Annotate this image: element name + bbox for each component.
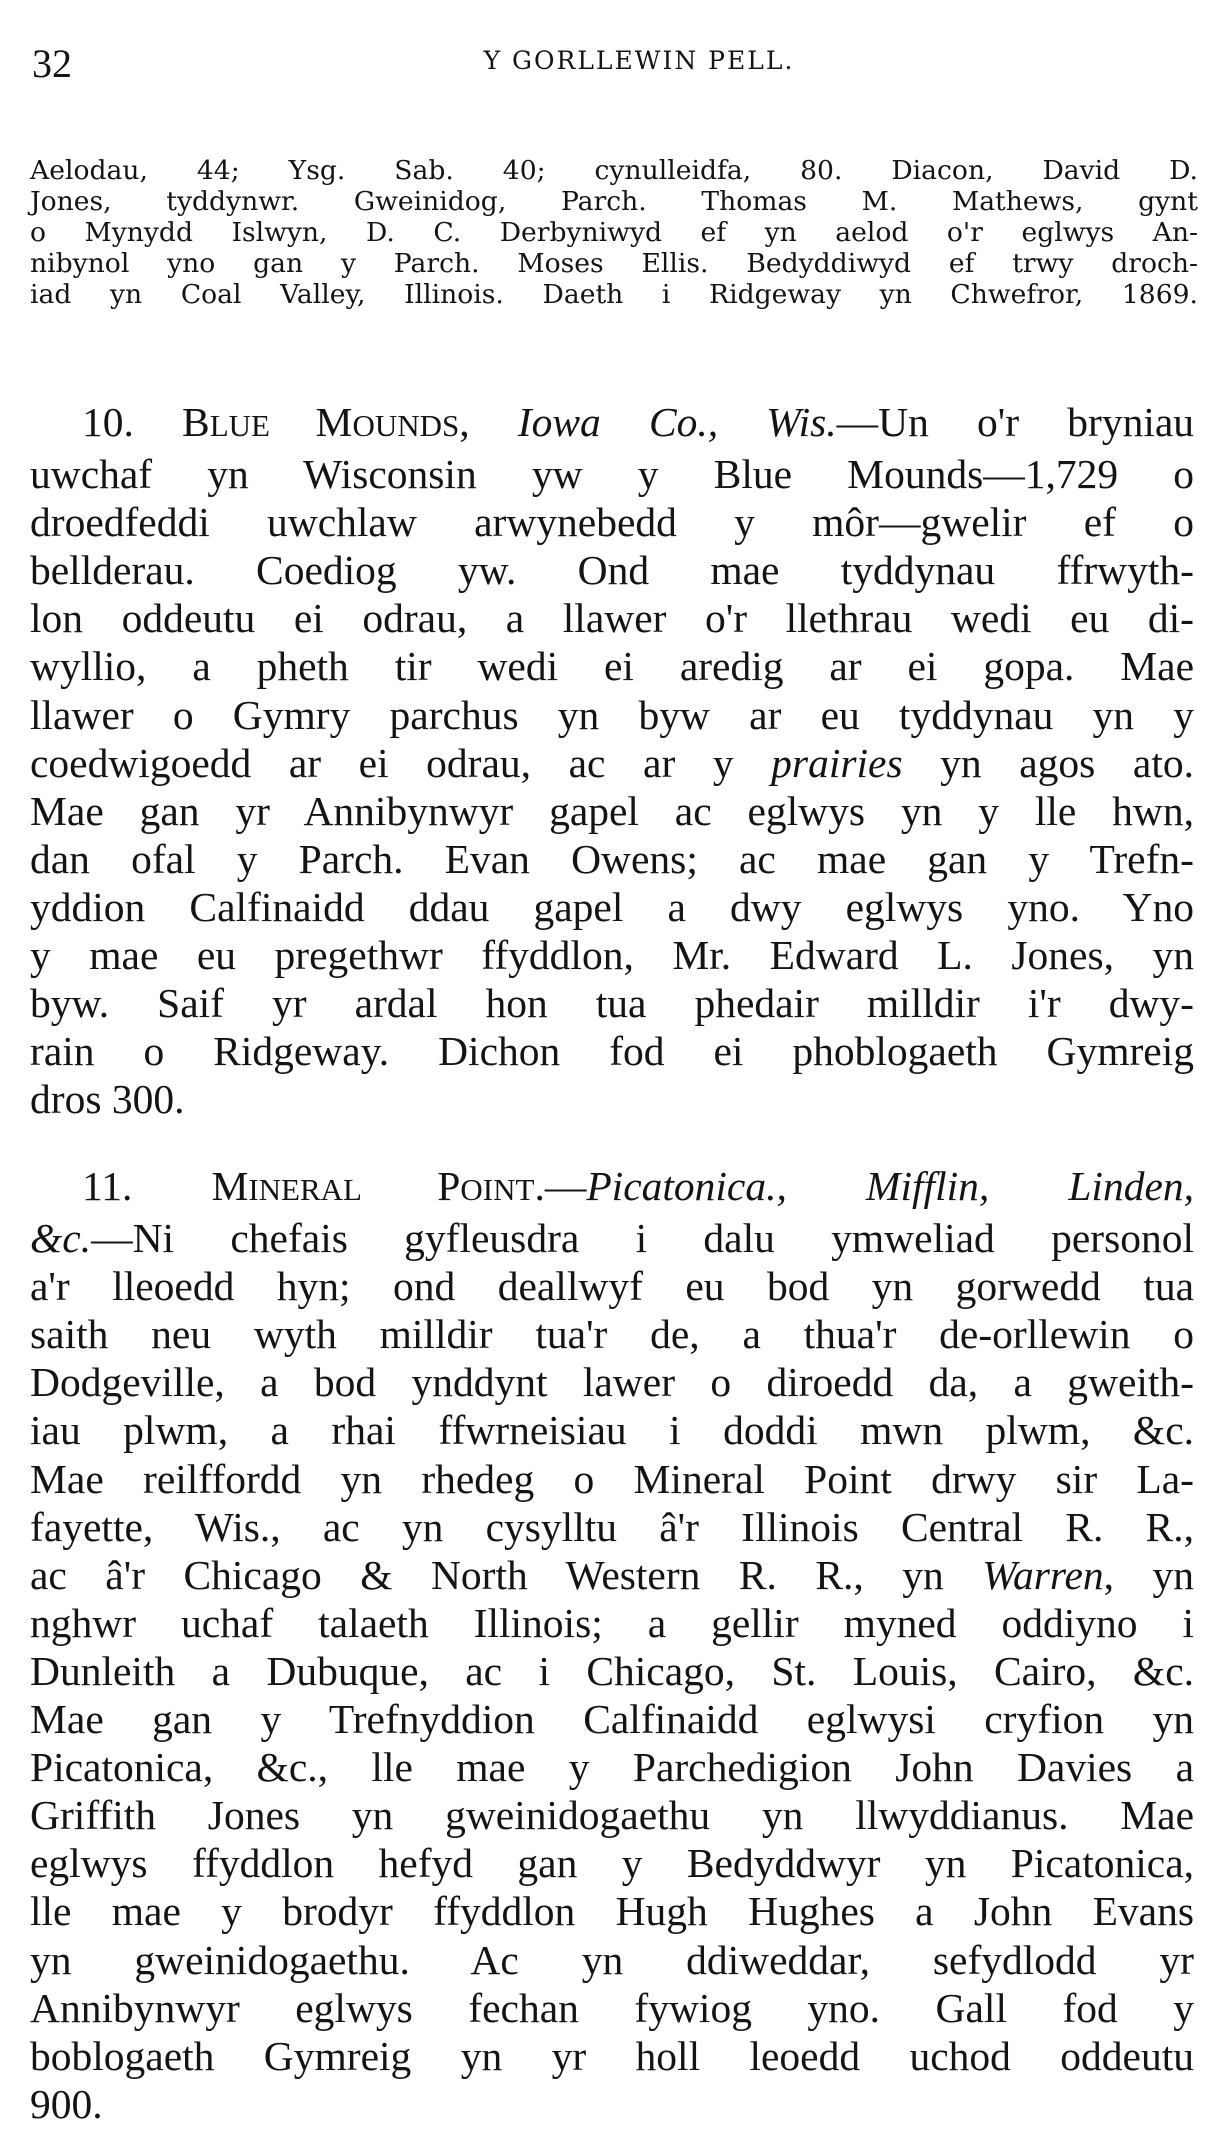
text-line: Dunleith a Dubuque, ac i Chicago, St. Louis, Cairo, &c. bbox=[30, 1647, 1194, 1694]
text-line: nibynol yno gan y Parch. Moses Ellis. Bedyddiwyd ef trwy droch- bbox=[30, 248, 1198, 279]
section-title: MINERAL POINT bbox=[211, 1163, 535, 1209]
section-blue-mounds bbox=[30, 398, 1194, 1123]
text-line: coedwigoedd ar ei odrau, ac ar y prairies yn agos ato. bbox=[30, 739, 1194, 786]
text-line: saith neu wyth milldir tua'r de, a thua'r de-orllewin o bbox=[30, 1311, 1194, 1358]
text-line: yn gweinidogaethu. Ac yn ddiweddar, sefydlodd yr bbox=[30, 1936, 1194, 1983]
section-place: Iowa Co., Wis. bbox=[517, 399, 837, 445]
intro-paragraph bbox=[30, 155, 1198, 310]
section-heading-line: 10. BLUE MOUNDS, Iowa Co., Wis.—Un o'r bryniau bbox=[82, 399, 1195, 445]
text-line: bellderau. Coediog yw. Ond mae tyddynau ffrwyth- bbox=[30, 547, 1194, 594]
text-line: dros 300. bbox=[30, 1076, 185, 1123]
text-line: o Mynydd Islwyn, D. C. Derbyniwyd ef yn aelod o'r eglwys An- bbox=[30, 217, 1198, 248]
text-line: wyllio, a pheth tir wedi ei aredig ar ei gopa. Mae bbox=[30, 643, 1194, 690]
text-line: eglwys ffyddlon hefyd gan y Bedyddwyr yn Picatonica, bbox=[30, 1840, 1194, 1887]
text-line: Dodgeville, a bod ynddynt lawer o diroedd da, a gweith- bbox=[30, 1359, 1194, 1406]
running-title: Y GORLLEWIN PELL. bbox=[483, 46, 795, 75]
text-line: Mae gan y Trefnyddion Calfinaidd eglwysi cryfion yn bbox=[30, 1696, 1194, 1743]
text-line: iau plwm, a rhai ffwrneisiau i doddi mwn plwm, &c. bbox=[30, 1407, 1194, 1454]
italic-term: prairies bbox=[771, 739, 903, 786]
text-line: iad yn Coal Valley, Illinois. Daeth i Ridgeway yn Chwefror, 1869. bbox=[30, 279, 1198, 310]
text-line: Picatonica, &c., lle mae y Parchedigion John Davies a bbox=[30, 1744, 1194, 1791]
section-number: 11. bbox=[82, 1163, 133, 1209]
text-line: uwchaf yn Wisconsin yw y Blue Mounds—1,729 o bbox=[30, 451, 1194, 498]
text-line: fayette, Wis., ac yn cysylltu â'r Illinois Central R. R., bbox=[30, 1503, 1194, 1550]
text-line: Mae reilffordd yn rhedeg o Mineral Point drwy sir La- bbox=[30, 1455, 1194, 1502]
text-line: Annibynwyr eglwys fechan fywiog yno. Gall fod y bbox=[30, 1984, 1194, 2031]
text-line: Jones, tyddynwr. Gweinidog, Parch. Thomas M. Mathews, gynt bbox=[30, 186, 1198, 217]
text-line: &c.—Ni chefais gyfleusdra i dalu ymweliad personol bbox=[30, 1215, 1194, 1262]
section-number: 10. bbox=[82, 399, 134, 445]
section-title: BLUE MOUNDS bbox=[182, 399, 460, 445]
text-line: ac â'r Chicago & North Western R. R., yn Warren, yn bbox=[30, 1551, 1194, 1598]
section-heading-line: 11. MINERAL POINT.—Picatonica., Mifflin, Linden, bbox=[82, 1163, 1195, 1209]
text-line: dan ofal y Parch. Evan Owens; ac mae gan y Trefn- bbox=[30, 835, 1194, 882]
text-line: Griffith Jones yn gweinidogaethu yn llwyddianus. Mae bbox=[30, 1792, 1194, 1839]
text-line: y mae eu pregethwr ffyddlon, Mr. Edward L. Jones, yn bbox=[30, 932, 1194, 979]
text-line: lle mae y brodyr ffyddlon Hugh Hughes a John Evans bbox=[30, 1888, 1194, 1935]
text-line: byw. Saif yr ardal hon tua phedair milldir i'r dwy- bbox=[30, 980, 1194, 1027]
text-line: lon oddeutu ei odrau, a llawer o'r llethrau wedi eu di- bbox=[30, 595, 1194, 642]
italic-place: Warren bbox=[982, 1551, 1104, 1598]
text-line: 900. bbox=[30, 2080, 103, 2127]
page-header bbox=[32, 40, 1206, 92]
text-line: yddion Calfinaidd ddau gapel a dwy eglwys yno. Yno bbox=[30, 883, 1194, 930]
section-places: Picatonica., Mifflin, Linden, bbox=[586, 1163, 1195, 1209]
text-line: rain o Ridgeway. Dichon fod ei phoblogaeth Gymreig bbox=[30, 1028, 1194, 1075]
text-line: Mae gan yr Annibynwyr gapel ac eglwys yn y lle hwn, bbox=[30, 787, 1194, 834]
section-mineral-point bbox=[30, 1162, 1194, 2128]
text-line: a'r lleoedd hyn; ond deallwyf eu bod yn gorwedd tua bbox=[30, 1263, 1194, 1310]
text-line: llawer o Gymry parchus yn byw ar eu tyddynau yn y bbox=[30, 691, 1194, 738]
text-line: boblogaeth Gymreig yn yr holl leoedd uchod oddeutu bbox=[30, 2032, 1194, 2079]
text-line: nghwr uchaf talaeth Illinois; a gellir myned oddiyno i bbox=[30, 1599, 1194, 1646]
page-number: 32 bbox=[32, 41, 72, 86]
text-line: Aelodau, 44; Ysg. Sab. 40; cynulleidfa, 80. Diacon, David D. bbox=[30, 155, 1198, 186]
text-line: droedfeddi uwchlaw arwynebedd y môr—gwelir ef o bbox=[30, 499, 1194, 546]
